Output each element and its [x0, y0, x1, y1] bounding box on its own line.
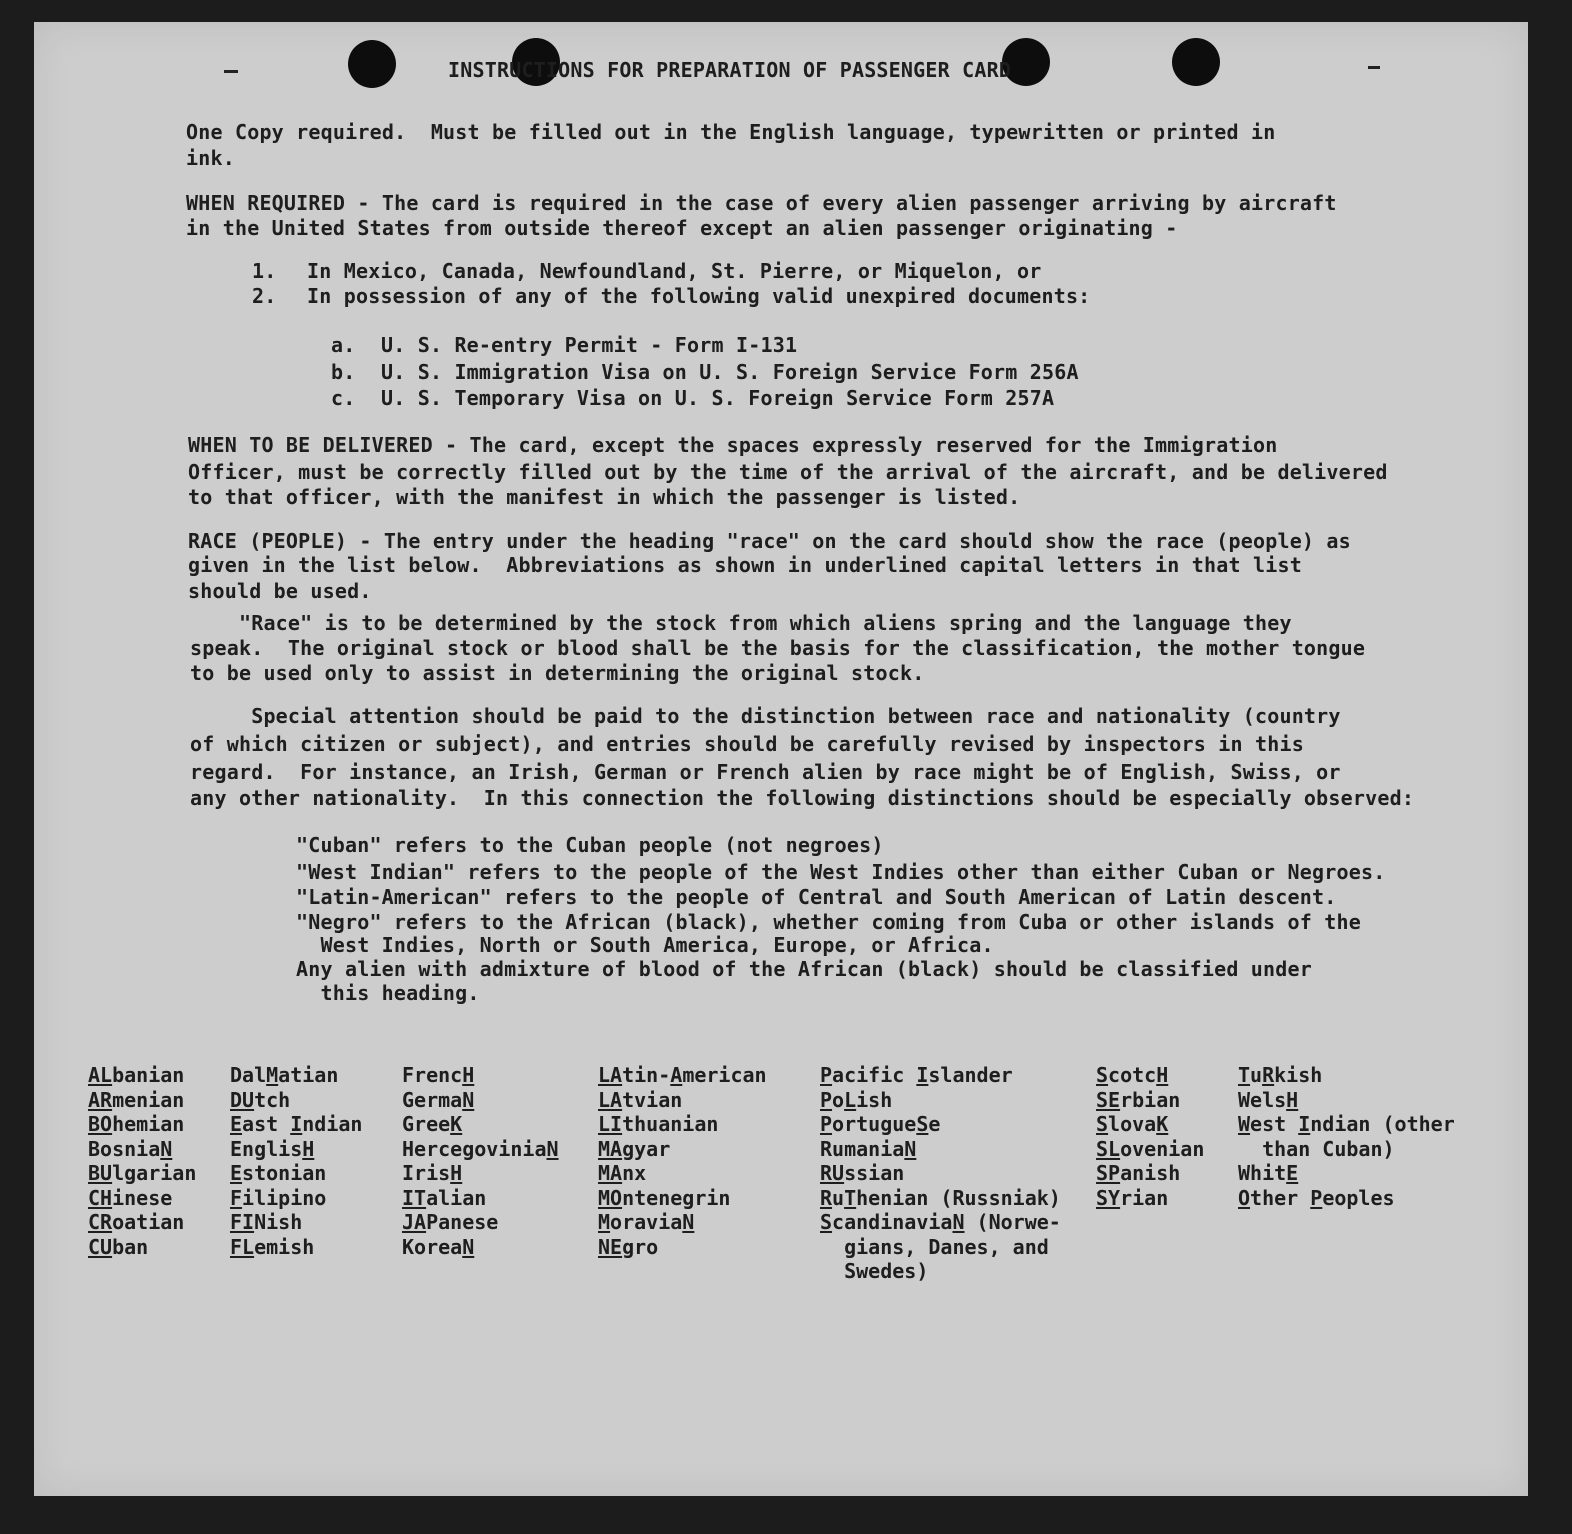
distinction-line: Any alien with admixture of blood of the African (black) should be classified under	[296, 957, 1313, 981]
punch-hole	[1172, 38, 1220, 86]
race-entry: East Indian	[230, 1112, 363, 1136]
special-attention-line: Special attention should be paid to the distinction between race and nationality (country	[190, 704, 1341, 728]
race-entry: Filipino	[230, 1185, 327, 1210]
race-entry: CRoatian	[88, 1210, 185, 1234]
distinction-line: "West Indian" refers to the people of the West Indies other than either Cuban or Negroes.	[296, 860, 1386, 884]
race-entry: BOhemian	[88, 1112, 185, 1136]
race-entry: MoraviaN	[598, 1210, 695, 1234]
race-entry: gians, Danes, and	[820, 1234, 1049, 1259]
distinction-line: "Latin-American" refers to the people of Central and South American of Latin descent.	[296, 885, 1337, 909]
race-entry: EnglisH	[230, 1136, 315, 1161]
race-entry: KoreaN	[402, 1234, 475, 1259]
distinction-line: this heading.	[296, 981, 480, 1005]
sub-item	[331, 333, 797, 357]
when-required-line: in the United States from outside thereof except an alien passenger originating -	[186, 216, 1178, 240]
sub-item-text: U. S. Immigration Visa on U. S. Foreign Service Form 256A	[381, 360, 1079, 384]
race-stock-line: "Race" is to be determined by the stock from which aliens spring and the language they	[190, 611, 1292, 635]
race-entry: ALbanian	[88, 1063, 185, 1087]
race-column	[820, 1063, 1061, 1284]
scan-mark	[1368, 66, 1380, 69]
race-column	[402, 1063, 559, 1259]
page-title: INSTRUCTIONS FOR PREPARATION OF PASSENGER CARD	[448, 58, 1012, 82]
race-entry: ScandinaviaN (Norwe-	[820, 1210, 1061, 1234]
sub-item	[331, 386, 1054, 410]
race-people-line: should be used.	[188, 579, 372, 603]
race-entry: SYrian	[1096, 1185, 1169, 1210]
intro-line: ink.	[186, 146, 235, 170]
race-entry: Pacific Islander	[820, 1063, 1013, 1087]
race-entry: SLovenian	[1096, 1136, 1205, 1161]
distinction-line: "Cuban" refers to the Cuban people (not negroes)	[296, 833, 884, 857]
list-item	[252, 284, 1090, 308]
list-item-number: 1.	[252, 259, 277, 283]
sub-item-text: U. S. Temporary Visa on U. S. Foreign Service Form 257A	[381, 386, 1055, 410]
race-column	[1238, 1063, 1455, 1210]
race-stock-line: speak. The original stock or blood shall be the basis for the classification, the mother tongue	[190, 636, 1366, 660]
sub-item-letter: b.	[331, 360, 356, 384]
document-page	[34, 22, 1528, 1496]
race-entry: IrisH	[402, 1161, 463, 1185]
race-people-line: given in the list below. Abbreviations as shown in underlined capital letters in that list	[188, 553, 1302, 577]
race-entry: CUban	[88, 1234, 149, 1259]
list-item	[252, 259, 1041, 283]
race-entry: ITalian	[402, 1185, 487, 1210]
race-stock-line: to be used only to assist in determining the original stock.	[190, 661, 925, 685]
race-entry: RuThenian (Russniak)	[820, 1185, 1061, 1210]
race-entry: MAnx	[598, 1161, 647, 1185]
sub-item-letter: c.	[331, 386, 356, 410]
distinction-line: "Negro" refers to the African (black), whether coming from Cuba or other islands of the	[296, 910, 1361, 934]
when-delivered-line: to that officer, with the manifest in which the passenger is listed.	[188, 485, 1021, 509]
sub-item	[331, 360, 1079, 384]
scan-mark	[224, 70, 238, 73]
race-entry: FLemish	[230, 1234, 315, 1259]
race-entry: PoLish	[820, 1087, 893, 1112]
race-entry: CHinese	[88, 1185, 173, 1210]
race-entry: HercegoviniaN	[402, 1136, 559, 1161]
race-entry: GermaN	[402, 1087, 475, 1112]
race-people-line: RACE (PEOPLE) - The entry under the heading "race" on the card should show the race (people) as	[188, 529, 1351, 553]
race-column	[88, 1063, 196, 1259]
list-item-number: 2.	[252, 284, 277, 308]
race-entry: DUtch	[230, 1087, 291, 1112]
special-attention-line: of which citizen or subject), and entries should be carefully revised by inspectors in this	[190, 732, 1304, 756]
list-item-text: In possession of any of the following valid unexpired documents:	[307, 284, 1091, 308]
special-attention-line: any other nationality. In this connection the following distinctions should be especially observed:	[190, 786, 1415, 810]
race-entry: LAtin-American	[598, 1063, 767, 1087]
race-entry: MAgyar	[598, 1136, 671, 1161]
when-required-line: WHEN REQUIRED - The card is required in the case of every alien passenger arriving by aircraft	[186, 191, 1337, 215]
race-entry: FINish	[230, 1210, 303, 1234]
list-item-text: In Mexico, Canada, Newfoundland, St. Pierre, or Miquelon, or	[307, 259, 1042, 283]
race-entry: ScotcH	[1096, 1063, 1169, 1087]
intro-line: One Copy required. Must be filled out in the English language, typewritten or printed in	[186, 120, 1276, 144]
race-entry: PortugueSe	[820, 1112, 941, 1136]
sub-item-letter: a.	[331, 333, 356, 357]
race-entry: Estonian	[230, 1161, 327, 1185]
race-entry: BosniaN	[88, 1136, 173, 1161]
race-entry: DalMatian	[230, 1063, 339, 1087]
race-column	[230, 1063, 362, 1259]
race-entry: TuRkish	[1238, 1063, 1323, 1087]
race-entry: NEgro	[598, 1234, 659, 1259]
sub-item-text: U. S. Re-entry Permit - Form I-131	[381, 333, 798, 357]
special-attention-line: regard. For instance, an Irish, German or French alien by race might be of English, Swiss, or	[190, 760, 1341, 784]
race-entry: MOntenegrin	[598, 1185, 731, 1210]
distinction-line: West Indies, North or South America, Europe, or Africa.	[296, 933, 994, 957]
race-column	[1096, 1063, 1204, 1210]
race-entry: RUssian	[820, 1161, 905, 1185]
punch-hole	[348, 40, 396, 88]
race-entry: ARmenian	[88, 1087, 185, 1112]
when-delivered-line: WHEN TO BE DELIVERED - The card, except the spaces expressly reserved for the Immigration	[188, 433, 1278, 457]
race-entry: LAtvian	[598, 1087, 683, 1112]
race-entry: Other Peoples	[1238, 1185, 1395, 1210]
race-entry: Swedes)	[820, 1259, 929, 1283]
race-entry: LIthuanian	[598, 1112, 719, 1136]
race-entry: RumaniaN	[820, 1136, 917, 1161]
race-entry: SPanish	[1096, 1161, 1181, 1185]
when-delivered-line: Officer, must be correctly filled out by the time of the arrival of the aircraft, and be delivered	[188, 460, 1388, 484]
race-entry: JAPanese	[402, 1210, 499, 1234]
race-entry: BUlgarian	[88, 1161, 197, 1185]
race-entry: than Cuban)	[1238, 1136, 1395, 1161]
race-entry: SlovaK	[1096, 1112, 1169, 1136]
race-entry: FrencH	[402, 1063, 475, 1087]
race-entry: GreeK	[402, 1112, 463, 1136]
race-column	[598, 1063, 767, 1259]
race-entry: WhitE	[1238, 1161, 1299, 1185]
race-entry: SErbian	[1096, 1087, 1181, 1112]
race-entry: West Indian (other	[1238, 1112, 1455, 1136]
race-entry: WelsH	[1238, 1087, 1299, 1112]
